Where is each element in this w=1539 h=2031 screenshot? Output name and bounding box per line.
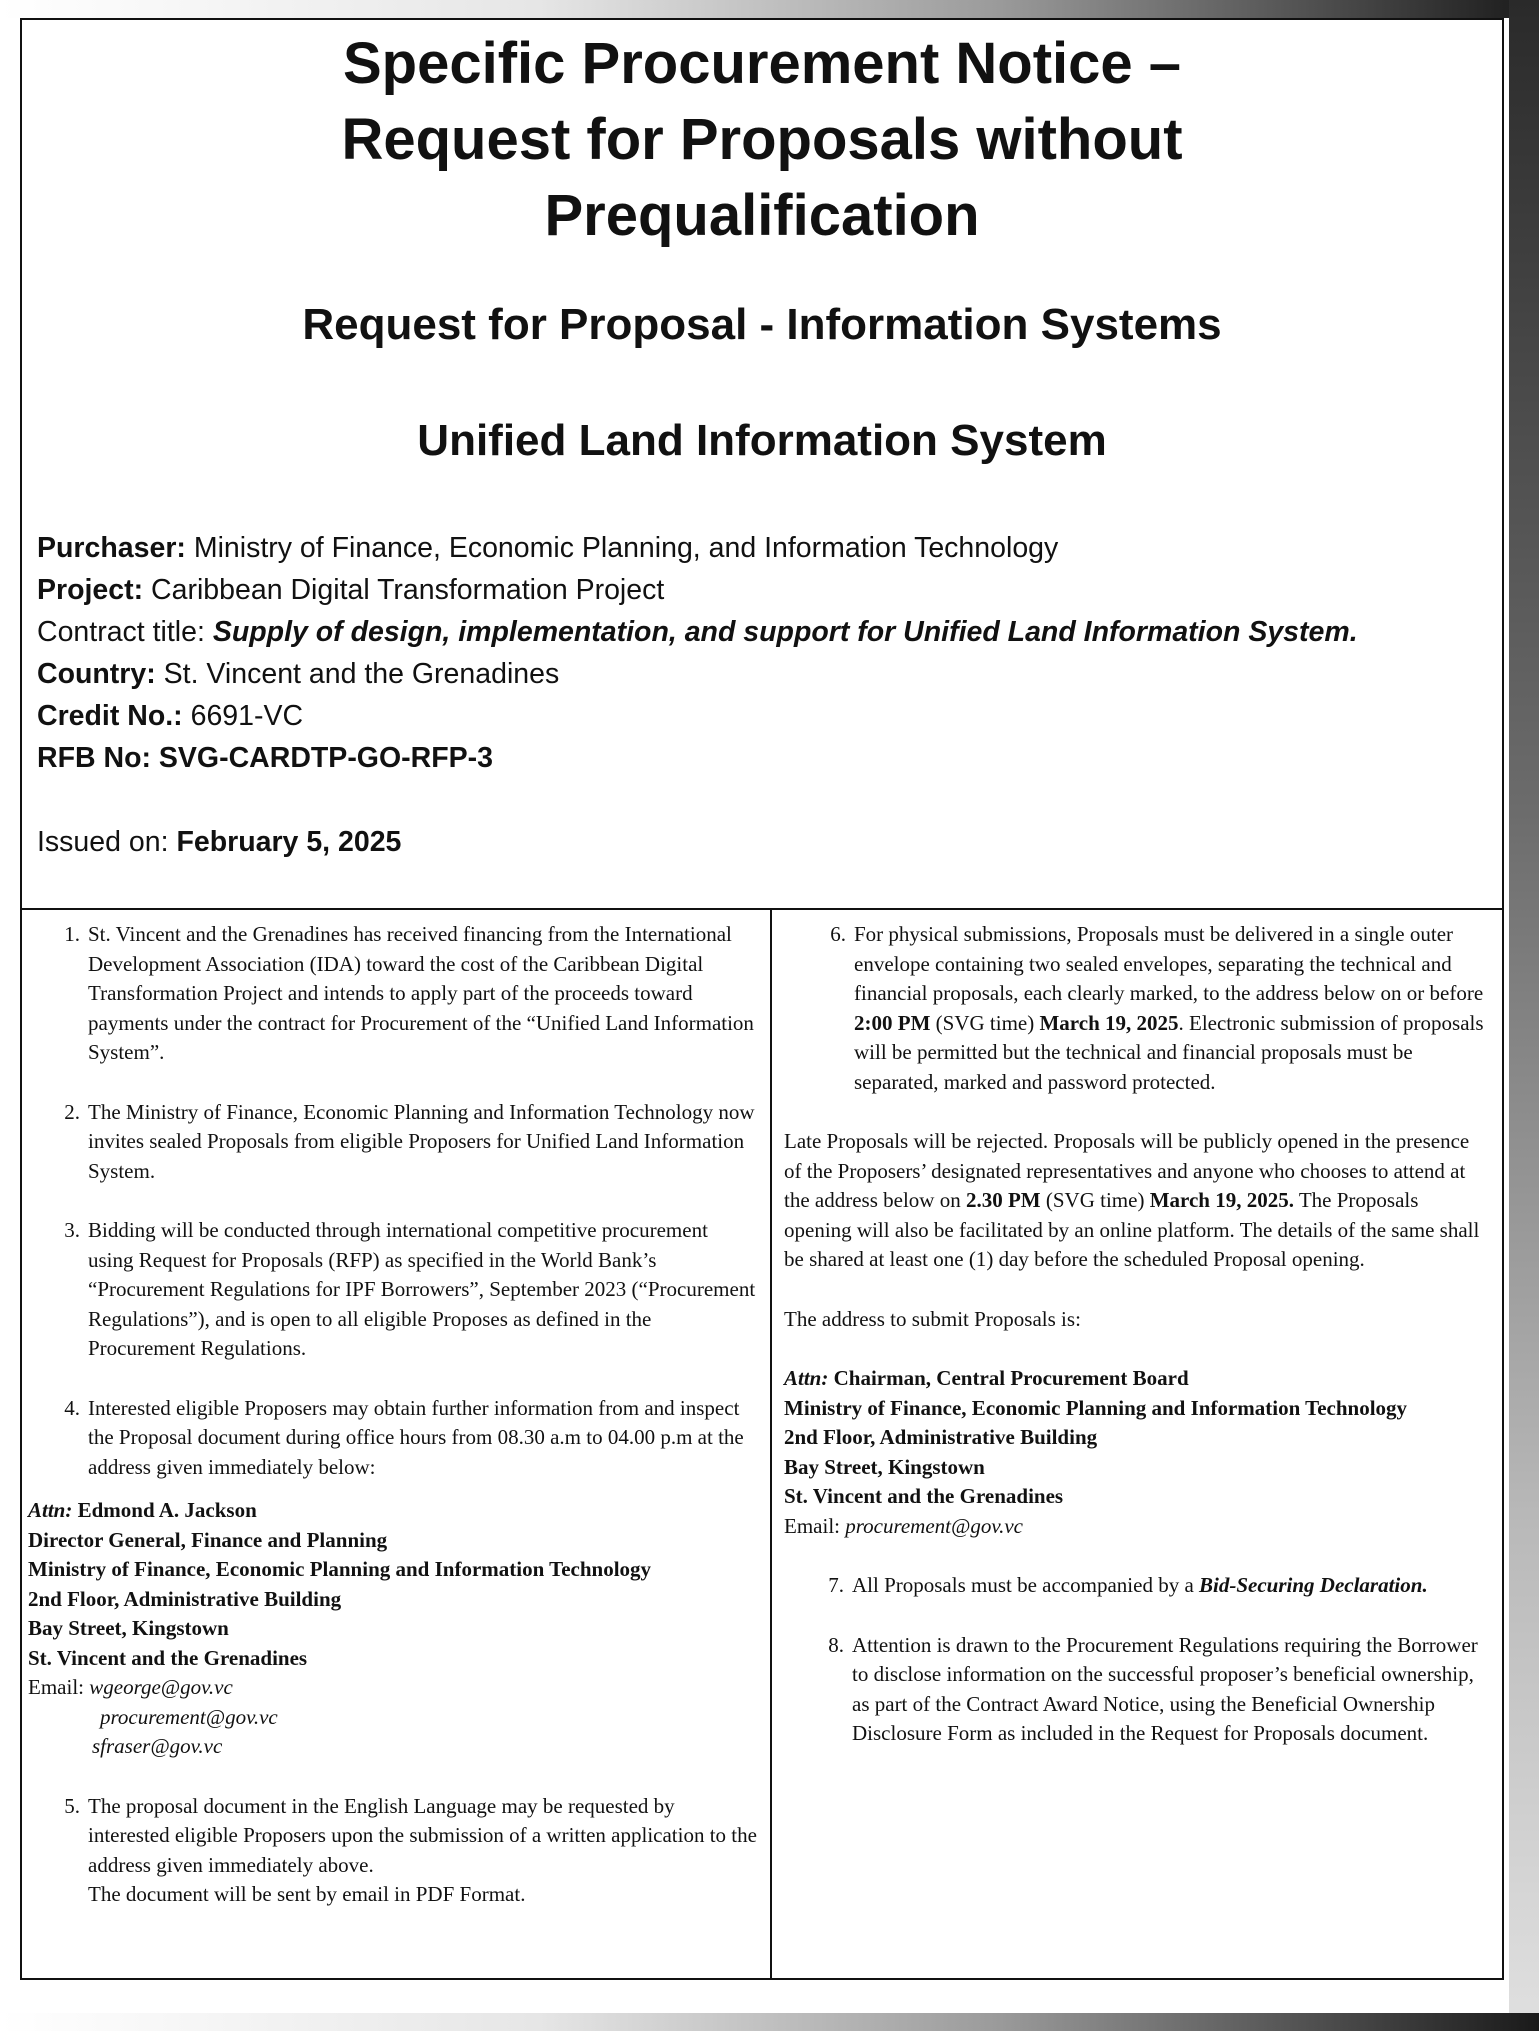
- notice-info: [37, 527, 1477, 779]
- contact-address-block: [28, 1496, 758, 1762]
- project-value: Caribbean Digital Transformation Project: [151, 574, 665, 606]
- country-label: Country:: [37, 658, 156, 690]
- purchaser-value: Ministry of Finance, Economic Planning, and Information Technology: [193, 532, 1059, 564]
- title-line: Prequalification: [544, 183, 980, 248]
- item-number: 2.: [64, 1099, 80, 1124]
- address-line: St. Vincent and the Grenadines: [28, 1645, 308, 1670]
- submission-address-block: [784, 1364, 1490, 1541]
- rfb-row: [37, 737, 1477, 779]
- title-line: Specific Procurement Notice –: [342, 31, 1182, 96]
- item-number: 1.: [64, 922, 80, 946]
- bid-securing-declaration: Bid-Securing Declaration.: [1199, 1573, 1428, 1597]
- late-text-a: Late Proposals will be rejected. Proposals will be publicly opened in the presence of the Proposers’ designated representatives and anyone who chooses to attend at the address below on: [784, 1129, 1470, 1212]
- attn-name: Chairman, Central Procurement Board: [833, 1366, 1189, 1390]
- address-line: Bay Street, Kingstown: [28, 1616, 229, 1640]
- left-column: [28, 920, 758, 1940]
- item5-text-extra: The document will be sent by email in PDF Format.: [88, 1882, 526, 1906]
- right-column: [784, 920, 1490, 1779]
- email-label: Email:: [784, 1513, 840, 1538]
- item-number: 4.: [64, 1395, 80, 1420]
- address-intro: The address to submit Proposals is:: [784, 1306, 1081, 1331]
- list-item: [28, 1792, 758, 1910]
- bottom-gradient-bar: [0, 2013, 1539, 2031]
- list-item: [28, 1216, 758, 1364]
- list-item: [784, 1571, 1490, 1601]
- country-value: St. Vincent and the Grenadines: [163, 658, 560, 690]
- credit-label: Credit No.:: [37, 700, 183, 732]
- item-text: The Ministry of Finance, Economic Planning and Information Technology now invites sealed Proposals from eligible Proposers for Unified Land Information System.: [88, 1099, 755, 1183]
- rfb-value: RFB No: SVG-CARDTP-GO-RFP-3: [37, 742, 493, 774]
- address-line: Bay Street, Kingstown: [784, 1454, 985, 1479]
- item6-text-a: For physical submissions, Proposals must be delivered in a single outer envelope containing two sealed envelopes, separating the technical and financial proposals, each clearly marked, to the address below on or before: [854, 922, 1484, 1005]
- column-divider: [770, 910, 772, 1978]
- opening-date: March 19, 2025.: [1149, 1188, 1294, 1212]
- late-proposals-paragraph: [784, 1127, 1490, 1275]
- deadline-date: March 19, 2025: [1039, 1010, 1179, 1035]
- email-link[interactable]: sfraser@gov.vc: [92, 1734, 223, 1758]
- issued-row: [37, 826, 401, 859]
- email-link[interactable]: procurement@gov.vc: [845, 1513, 1023, 1538]
- item-text: [88, 1792, 758, 1910]
- notice-frame: [20, 18, 1504, 1980]
- list-item: [28, 920, 758, 1068]
- item7-text: All Proposals must be accompanied by a: [852, 1573, 1194, 1597]
- email-link[interactable]: procurement@gov.vc: [100, 1704, 278, 1729]
- item-text: St. Vincent and the Grenadines has received financing from the International Development Association (IDA) toward the cost of the Caribbean Digital Transformation Project and intends to apply part of the proceeds toward payments under the contract for Procurement of the “Unified Land Information System”.: [88, 922, 754, 1064]
- address-line: Director General, Finance and Planning: [28, 1527, 388, 1552]
- country-row: [37, 653, 1477, 695]
- email-link[interactable]: wgeorge@gov.vc: [89, 1675, 233, 1699]
- item-number: 7.: [828, 1573, 844, 1597]
- item-text: [854, 920, 1490, 1097]
- item-number: 3.: [64, 1218, 80, 1242]
- item-number: 5.: [64, 1793, 80, 1818]
- list-item: [28, 1098, 758, 1187]
- item-text: Bidding will be conducted through international competitive procurement using Request for Proposals (RFP) as specified in the World Bank’s “Procurement Regulations for IPF Borrowers”, September 2023 (“Procurement Regulations”), and is open to all eligible Proposes as defined in the Procurement Regulations.: [88, 1218, 756, 1360]
- subtitle-rfp: Request for Proposal - Information Systems: [302, 300, 1222, 349]
- right-gradient-strip: [1509, 0, 1539, 2031]
- late-text-b: (SVG time): [1045, 1188, 1145, 1212]
- attn-label: Attn:: [28, 1498, 73, 1522]
- issued-date: February 5, 2025: [176, 826, 402, 858]
- item-text: [852, 1571, 1490, 1601]
- opening-time: 2.30 PM: [965, 1188, 1041, 1212]
- deadline-time: 2:00 PM: [854, 1010, 931, 1035]
- list-item: [28, 1394, 758, 1483]
- credit-row: [37, 695, 1477, 737]
- contract-row: [37, 611, 1477, 653]
- contract-value: Supply of design, implementation, and support for Unified Land Information System.: [212, 616, 1358, 648]
- horizontal-divider: [22, 908, 1502, 910]
- list-item: [784, 1631, 1490, 1749]
- subtitle-system: Unified Land Information System: [417, 416, 1107, 465]
- address-line: Ministry of Finance, Economic Planning and Information Technology: [784, 1395, 1408, 1420]
- attn-name: Edmond A. Jackson: [77, 1498, 257, 1522]
- purchaser-label: Purchaser:: [37, 532, 186, 564]
- item-text: Attention is drawn to the Procurement Regulations requiring the Borrower to disclose information on the successful proposer’s beneficial ownership, as part of the Contract Award Notice, using the Beneficial Ownership Disclosure Form as included in the Request for Proposals document.: [852, 1632, 1478, 1745]
- email-label: Email:: [28, 1675, 84, 1699]
- item6-text-b: (SVG time): [935, 1010, 1035, 1035]
- email-row: [28, 1673, 758, 1703]
- late-text-c: The Proposals opening will also be facilitated by an online platform. The details of the same shall be shared at least one (1) day before the scheduled Proposal opening.: [784, 1188, 1480, 1271]
- notice-header: [22, 20, 1502, 910]
- item6-text-c: . Electronic submission of proposals will be permitted but the technical and financial proposals must be separated, marked and password protected.: [854, 1010, 1484, 1094]
- address-line: Ministry of Finance, Economic Planning and Information Technology: [28, 1557, 652, 1581]
- address-line: 2nd Floor, Administrative Building: [784, 1425, 1098, 1449]
- attn-label: Attn:: [784, 1366, 829, 1390]
- address-line: 2nd Floor, Administrative Building: [28, 1586, 342, 1611]
- issued-label: Issued on:: [37, 826, 169, 858]
- notice-title: [22, 26, 1502, 254]
- item5-text-main: The proposal document in the English Language may be requested by interested eligible Proposers upon the submission of a written application to the address given immediately above.: [88, 1793, 757, 1877]
- item-text: Interested eligible Proposers may obtain further information from and inspect the Proposal document during office hours from 08.30 a.m to 04.00 p.m at the address given immediately below:: [88, 1395, 744, 1479]
- item-number: 8.: [828, 1632, 844, 1657]
- email-row: [784, 1512, 1490, 1542]
- item-number: 6.: [830, 922, 846, 946]
- address-attn: [784, 1364, 1490, 1394]
- contract-label: Contract title:: [37, 616, 205, 648]
- credit-value: 6691-VC: [190, 700, 304, 732]
- top-gradient-bar: [0, 0, 1539, 18]
- project-row: [37, 569, 1477, 611]
- title-line: Request for Proposals without: [341, 107, 1183, 172]
- address-attn: [28, 1496, 758, 1526]
- list-item: [784, 920, 1490, 1097]
- purchaser-row: [37, 527, 1477, 569]
- project-label: Project:: [37, 574, 144, 606]
- address-line: St. Vincent and the Grenadines: [784, 1484, 1064, 1508]
